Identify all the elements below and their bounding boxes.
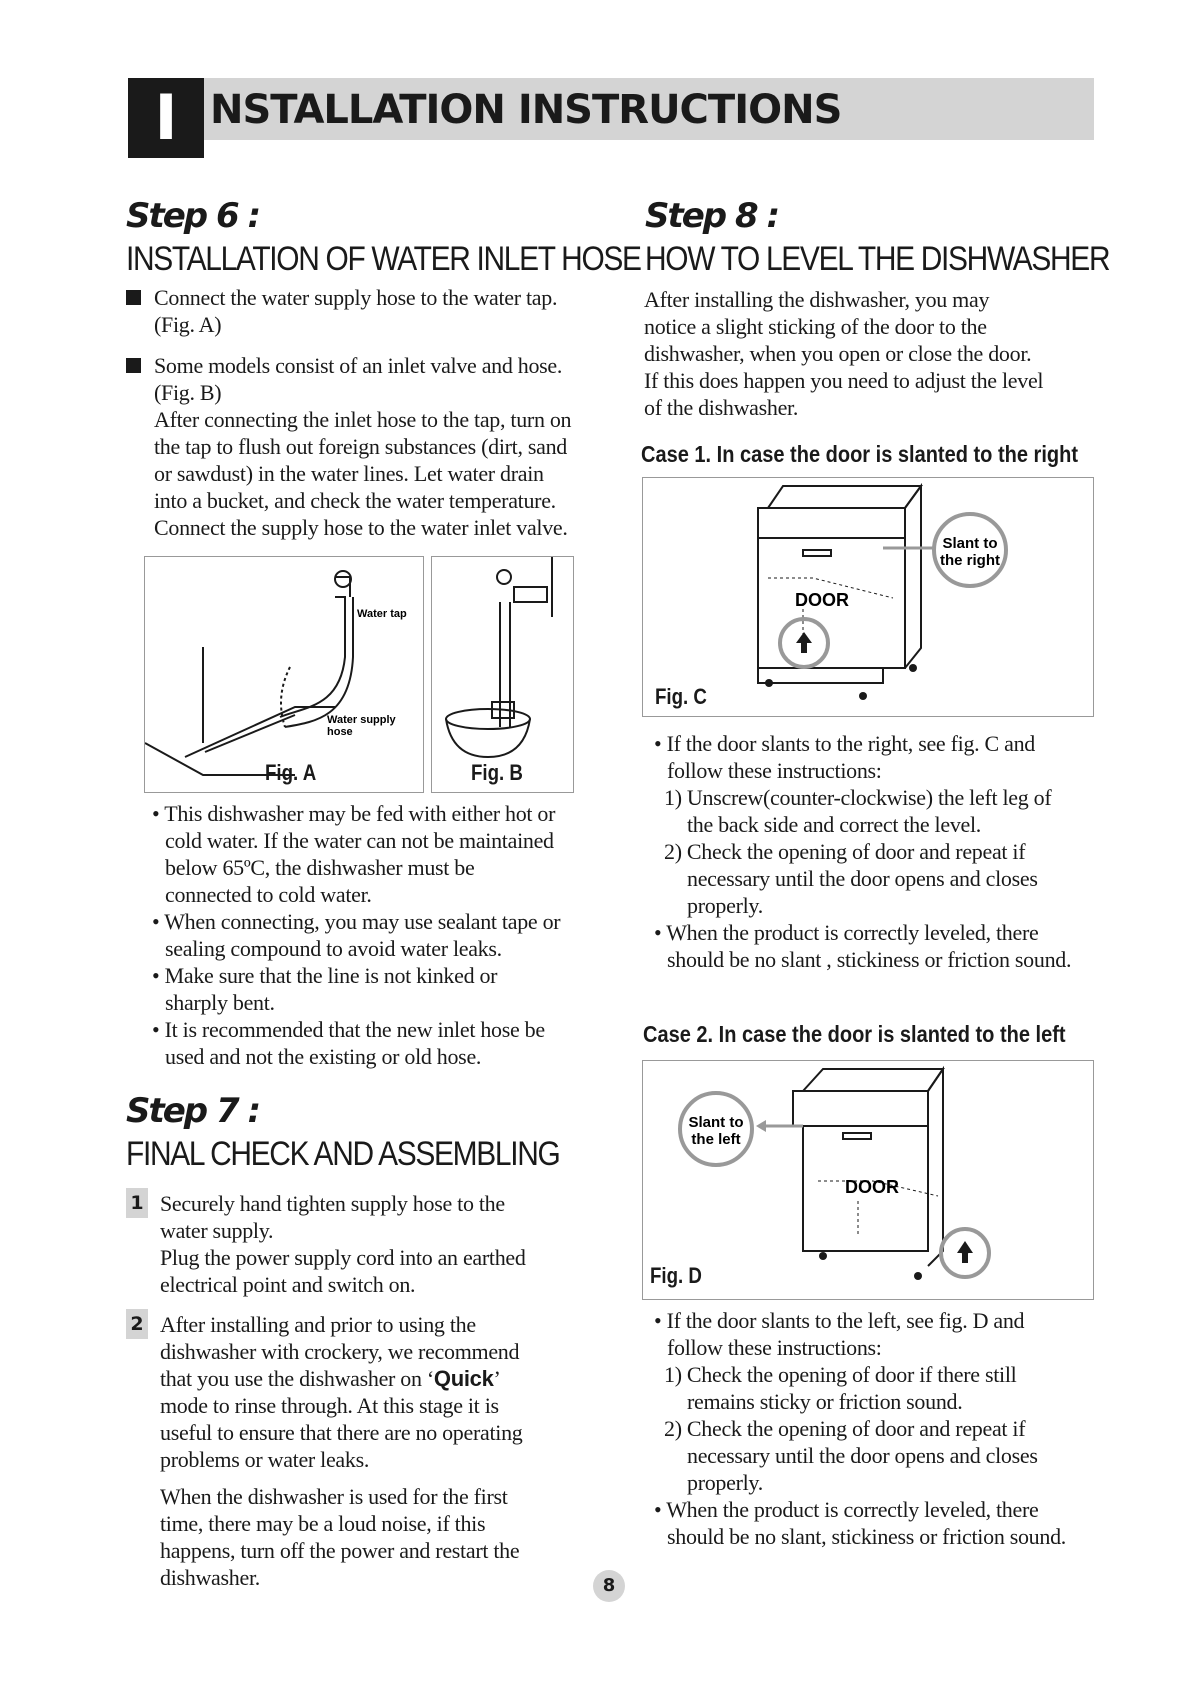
text-line: • Make sure that the line is not kinked or (152, 963, 498, 988)
text-line: properly. (687, 1470, 763, 1495)
text-line: happens, turn off the power and restart the (160, 1538, 520, 1563)
text-line: properly. (687, 893, 763, 918)
step6-label: Step 6 : (126, 196, 260, 236)
text-line: follow these instructions: (667, 1335, 882, 1360)
text-line: should be no slant, stickiness or friction sound. (667, 1524, 1066, 1549)
item-number-badge: 2 (126, 1309, 148, 1339)
step7-title: FINAL CHECK AND ASSEMBLING (126, 1135, 560, 1173)
text-line: cold water. If the water can not be maintained (165, 828, 554, 853)
door-label: DOOR (795, 590, 849, 610)
text-line: sharply bent. (165, 990, 275, 1015)
water-tap-label: Water tap (357, 608, 407, 620)
text-line: necessary until the door opens and closes (687, 866, 1038, 891)
text-line: water supply. (160, 1218, 274, 1243)
text-line: • If the door slants to the left, see fig. D and (654, 1308, 1025, 1333)
text-line: Connect the supply hose to the water inlet valve. (154, 515, 568, 540)
step6-bullet-1 (126, 284, 586, 338)
text-line: sealing compound to avoid water leaks. (165, 936, 502, 961)
fig-c-label: Fig. C (655, 684, 707, 709)
inlet-valve-bucket-illustration (432, 557, 573, 792)
text-line: mode to rinse through. At this stage it is (160, 1393, 499, 1418)
fig-a-label: Fig. A (265, 760, 317, 785)
page-number: 8 (593, 1570, 625, 1602)
text-line: Some models consist of an inlet valve and hose. (154, 353, 563, 378)
case2-instructions (654, 1307, 1104, 1550)
text-line: (Fig. B) (154, 380, 222, 405)
text-line: Connect the water supply hose to the water tap. (154, 285, 558, 310)
step8-intro (644, 286, 1094, 421)
step7-item-1 (160, 1190, 590, 1298)
slant-right-label-2: the right (940, 552, 1000, 569)
square-bullet-icon (126, 358, 141, 373)
slant-left-label-2: the left (691, 1131, 741, 1148)
text-line: useful to ensure that there are no operating (160, 1420, 523, 1445)
text-line: • It is recommended that the new inlet hose be (152, 1017, 545, 1042)
text-span: ’ (493, 1366, 501, 1391)
text-line: necessary until the door opens and closes (687, 1443, 1038, 1468)
text-line: After installing and prior to using the (160, 1312, 476, 1337)
figure-d (642, 1060, 1094, 1300)
square-bullet-icon (126, 290, 141, 305)
text-span: that you use the dishwasher on ‘ (160, 1366, 434, 1391)
door-slant-right-illustration (643, 478, 1093, 716)
text-line: notice a slight sticking of the door to the (644, 314, 987, 339)
text-line: • This dishwasher may be fed with either hot or (152, 801, 556, 826)
text-line: When the dishwasher is used for the first (160, 1484, 508, 1509)
water-supply-hose-label-1: Water supply (327, 714, 396, 726)
text-line: After connecting the inlet hose to the tap, turn on (154, 407, 572, 432)
text-line: connected to cold water. (165, 882, 372, 907)
case2-title: Case 2. In case the door is slanted to the left (643, 1021, 1066, 1047)
text-line: dishwasher with crockery, we recommend (160, 1339, 520, 1364)
step8-label: Step 8 : (645, 196, 779, 236)
step6-title: INSTALLATION OF WATER INLET HOSE (126, 240, 641, 278)
fig-b-label: Fig. B (471, 760, 523, 785)
text-line: • When the product is correctly leveled, there (654, 1497, 1039, 1522)
slant-left-label-1: Slant to (688, 1114, 744, 1131)
text-line: problems or water leaks. (160, 1447, 370, 1472)
quick-mode-name: Quick (433, 1366, 494, 1391)
case1-instructions (654, 730, 1104, 973)
text-line: of the dishwasher. (644, 395, 799, 420)
step6-bullet-2 (126, 352, 586, 541)
header-initial-letter: I (128, 78, 204, 158)
step7-item-2 (160, 1311, 590, 1591)
text-line: Securely hand tighten supply hose to the (160, 1191, 505, 1216)
text-line: electrical point and switch on. (160, 1272, 416, 1297)
text-line: dishwasher, when you open or close the door. (644, 341, 1032, 366)
text-line: dishwasher. (160, 1565, 260, 1590)
text-line: • When the product is correctly leveled, there (654, 920, 1039, 945)
text-line: Plug the power supply cord into an earthed (160, 1245, 526, 1270)
figure-a (144, 556, 424, 793)
water-supply-hose-label-2: hose (327, 726, 353, 738)
text-line: remains sticky or friction sound. (687, 1389, 963, 1414)
step8-title: HOW TO LEVEL THE DISHWASHER (645, 240, 1110, 278)
text-line: • When connecting, you may use sealant tape or (152, 909, 561, 934)
text-line: 2) Check the opening of door and repeat if (664, 1416, 1026, 1441)
item-number-badge: 1 (126, 1188, 148, 1218)
text-line: 2) Check the opening of door and repeat if (664, 839, 1026, 864)
text-line: If this does happen you need to adjust the level (644, 368, 1044, 393)
text-line: 1) Unscrew(counter-clockwise) the left leg of (664, 785, 1052, 810)
text-line: After installing the dishwasher, you may (644, 287, 990, 312)
text-line (160, 1365, 590, 1392)
water-tap-connection-illustration (145, 557, 423, 792)
slant-right-label-1: Slant to (942, 535, 998, 552)
text-line: 1) Check the opening of door if there still (664, 1362, 1017, 1387)
text-line: or sawdust) in the water lines. Let water drain (154, 461, 544, 486)
figure-b (431, 556, 574, 793)
case1-title: Case 1. In case the door is slanted to the right (641, 441, 1078, 467)
text-line: used and not the existing or old hose. (165, 1044, 482, 1069)
text-line: into a bucket, and check the water temperature. (154, 488, 556, 513)
text-line: • If the door slants to the right, see fig. C and (654, 731, 1035, 756)
text-line: should be no slant , stickiness or friction sound. (667, 947, 1072, 972)
fig-d-label: Fig. D (650, 1263, 702, 1288)
door-slant-left-illustration (643, 1061, 1093, 1299)
text-line: below 65ºC, the dishwasher must be (165, 855, 475, 880)
door-label: DOOR (845, 1177, 899, 1197)
text-line: time, there may be a loud noise, if this (160, 1511, 486, 1536)
text-line: the tap to flush out foreign substances (dirt, sand (154, 434, 568, 459)
text-line: the back side and correct the level. (687, 812, 981, 837)
page-title: NSTALLATION INSTRUCTIONS (210, 87, 842, 133)
text-line: (Fig. A) (154, 312, 222, 337)
text-line: follow these instructions: (667, 758, 882, 783)
step7-label: Step 7 : (126, 1091, 260, 1131)
step6-notes (152, 800, 592, 1070)
figure-c (642, 477, 1094, 717)
